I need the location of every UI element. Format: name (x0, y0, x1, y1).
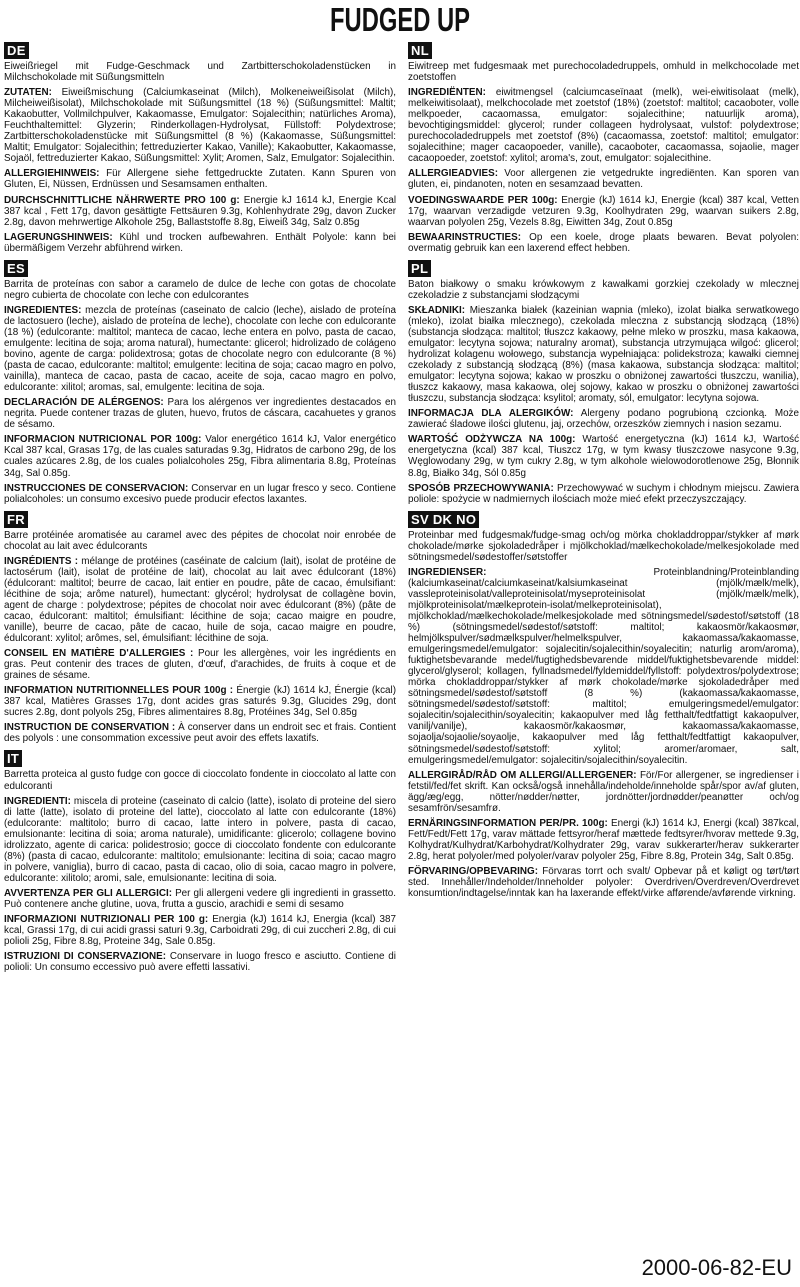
label-paragraph (408, 232, 799, 254)
label-paragraph (4, 232, 396, 254)
paragraph-text: Valor energético 1614 kJ, Valor energético Kcal 387 kcal, Grasas 17g, de las cuales saturadas 9.3g, Hidratos de carbono 29g, de los cuales azúcares 2.8g, de los cuales polialcoholes 25g, Fibra alimentaria 8.8g, Proteínas 34g, Sal 0.85g. (4, 434, 396, 479)
language-section (4, 509, 396, 745)
paragraph-text: À conserver dans un endroit sec et frais. Contient des polyols : une consommation excessive peut avoir des effets laxatifs. (4, 722, 397, 745)
language-section (4, 258, 396, 505)
paragraph-text: Para los alérgenos ver ingredientes destacados en negrita. Puede contener trazas de gluten, huevo, frutos de cáscara, cacahuetes y granos de sésamo. (4, 397, 396, 431)
label-paragraph (408, 408, 799, 430)
product-description (4, 279, 396, 301)
paragraph-text: Kühl und trocken aufbewahren. Enthält Polyole: kann bei übermäßigem Verzehr abführend wirken. (4, 231, 396, 254)
paragraph-text: Eiweißmischung (Calciumkaseinat (Milch), Molkeneiweißisolat (Milch), Milcheiweißisolat), Milchschokolade mit Süßungsmittel (18 %) (Süßungsmittel: Maltit; Kakaobutter, Vollmilchpulver, Kakaomasse, Emulgator: Sojalecithin; natürliches Aroma), Feuchthaltemittel: Glyzerin; Rinderkollagen-Hydrolysat, Füllstoff: Polydextrose; Zartbitterschokoladenstücke mit Süßungsmittel (8 %) (Kakaomasse, Süßungsmittel: Maltit; Emulgator: Sojalecithin; fettreduzierter Kakao, Vanille); Kakaobutter, Kakaomasse, Sojaöl, fettreduzierter Kakao, Süßungsmittel: Xylit; Aromen, Salz, Emulgator: Sojalecithin. (4, 87, 396, 165)
label-paragraph (4, 648, 396, 681)
paragraph-heading: INSTRUCTION DE CONSERVATION : (4, 722, 176, 734)
language-section (408, 509, 799, 900)
paragraph-text: Per gli allergeni vedere gli ingredienti in grassetto. Può contenere anche glutine, uova, frutta a guscio, arachidi e semi di sesamo (4, 887, 396, 910)
label-paragraph (4, 195, 396, 228)
paragraph-text: Barrita de proteínas con sabor a caramelo de dulce de leche con gotas de chocolate negro cubierta de chocolate con leche con edulcorantes (4, 278, 396, 301)
language-section (408, 258, 799, 505)
paragraph-heading: SPOSÓB PRZECHOWYWANIA: (408, 482, 554, 494)
paragraph-text: Voor allergenen zie vetgedrukte ingrediënten. Kan sporen van gluten, ei, pindanoten, noten en sesamzaad bevatten. (408, 168, 799, 191)
paragraph-heading: INFORMACION NUTRICIONAL POR 100g: (4, 434, 202, 446)
paragraph-heading: INGREDIËNTEN: (408, 87, 486, 99)
paragraph-heading: INFORMACJA DLA ALERGIKÓW: (408, 408, 574, 420)
label-paragraph (408, 866, 799, 899)
language-badge: SV DK NO (408, 511, 479, 528)
paragraph-heading: ERNÄRINGSINFORMATION PER/PR. 100g: (408, 817, 608, 829)
label-paragraph (4, 914, 396, 947)
paragraph-text: mezcla de proteínas (caseinato de calcio (leche), aislado de proteína de lactosuero (leche), aislado de proteína de leche), chocolate con leche con edulcorante (18 %) (edulcorante: maltitol; manteca de cacao, leche entera en polvo, pasta de cacao, emulgente: lecitina de soja; aroma natural), humectante: glicerol; hidrolizado de colágeno bovino, agente de carga: polidextrosa; gotas de chocolate negro con edulcorante (8 %) (pasta de cacao, edulcorante: maltitol; emulgente: lecitina de soja; cacao magro en polvo, vainilla), manteca de cacao, pasta de cacao, aceite de soja, cacao magro en polvo, edulcorante: xilitol; aromas, sal, emulgente: lecitina de soja. (4, 304, 396, 394)
paragraph-heading: DURCHSCHNITTLICHE NÄHRWERTE PRO 100 g: (4, 194, 240, 206)
language-badge: PL (408, 260, 431, 277)
paragraph-heading: ALLERGIRÅD/RÅD OM ALLERGI/ALLERGENER: (408, 769, 637, 781)
paragraph-text: mélange de protéines (caséinate de calcium (lait), isolat de protéine de lactosérum (lait), isolat de protéine de lait), chocolat au lait avec édulcorant (18%) (édulcorant: maltitol; beurre de cacao, lait entier en poudre, pâte de cacao, émulsifiant: lécithine de soja; arôme naturel), humectant: glycérol; hydrolysat de collagène bovin, agent de charge : polydextrose; pépites de chocolat noir avec édulcorant (8%) (pâte de cacao, édulcorant: maltitol; émulsifiant: lécithine de soja; cacao maigre en poudre, vanille), beurre de cacao, pâte de cacao, huile de soja, cacao maigre en poudre, édulcorant: xylitol; arômes, sel, émulsifiant: lécithine de soja. (4, 555, 396, 645)
paragraph-text: Eiweißriegel mit Fudge-Geschmack und Zartbitterschokoladenstücken in Milchschokolade mit Süßungsmitteln (4, 61, 396, 84)
language-badge: FR (4, 511, 28, 528)
language-badge: NL (408, 42, 432, 59)
paragraph-text: Conservare in luogo fresco e asciutto. Contiene di polioli: Un consumo eccessivo può avere effetti lassativi. (4, 951, 396, 974)
paragraph-heading: INFORMAZIONI NUTRIZIONALI PER 100 g: (4, 914, 209, 926)
paragraph-text: Op een koele, droge plaats bewaren. Bevat polyolen: overmatig gebruik kan een laxerend effect hebben. (408, 231, 799, 254)
product-description (408, 61, 799, 83)
label-paragraph (408, 195, 799, 228)
product-title: FUDGED UP (330, 1, 470, 38)
paragraph-text: Alergeny podano pogrubioną czcionką. Może zawierać śladowe ilości glutenu, jaj, orzechów, orzeszków ziemnych i nasion sezamu. (408, 408, 799, 431)
label-paragraph (4, 434, 396, 478)
label-paragraph (408, 305, 799, 404)
label-paragraph (4, 685, 396, 718)
paragraph-text: eiwitmengsel (calciumcaseïnaat (melk), wei-eiwitisolaat (melk), melkeiwitisolaat), melkchocolade met zoetstof (18%) (zoetstof: maltitol; cacaoboter, volle melkpoeder, cacaomassa, emulgator: sojalecithine; natuurlijk aroma), bevochtigingsmiddel: glycerol; runder collageen hydrolysaat, vulstof: polydextrose; purechocoladedruppels met zoetstof (8%) (cacaomassa, zoetstof: maltitol; emulgator: sojalecithine; mager cacaopoeder, vanille), cacaoboter, cacaomassa, sojaolie, mager cacaopoeder, zoetstof: xylitol; aroma's, zout, emulgator: sojalecithine. (408, 87, 799, 165)
paragraph-heading: VOEDINGSWAARDE PER 100g: (408, 194, 558, 206)
label-paragraph (408, 168, 799, 190)
paragraph-heading: LAGERUNGSHINWEIS: (4, 231, 113, 243)
product-description (408, 530, 799, 563)
paragraph-text: Energie (kJ) 1614 kJ, Energie (kcal) 387 kcal, Vetten 17g, waarvan verzadigde vetzuren 9.3g, Koolhydraten 29g, waarvan suikers 2.8g, waarvan polyolen 25g, Vezels 8.8g, Eiwitten 34g, Zout 0.85g (408, 194, 799, 228)
paragraph-heading: FÖRVARING/OPBEVARING: (408, 866, 539, 877)
paragraph-heading: INGREDIENTI: (4, 795, 71, 807)
paragraph-text: Pour les allergènes, voir les ingrédients en gras. Peut contenir des traces de gluten, d'œuf, d'arachides, de fruits à coque et de graines de sésame. (4, 648, 397, 682)
paragraph-text: Energie kJ 1614 kJ, Energie Kcal 387 kcal , Fett 17g, davon gesättigte Fettsäuren 9.3g, Kohlenhydrate 29g, davon Zucker 2.8g, davon mehrwertige Alkohole 25g, Ballaststoffe 8.8g, Eiweiß 34g, Salz 0.85g (4, 194, 397, 228)
label-paragraph (4, 168, 396, 190)
label-paragraph (408, 87, 799, 164)
paragraph-text: Énergie (kJ) 1614 kJ, Énergie (kcal) 387 kcal, Matières Grasses 17g, dont acides gras saturés 9.3g, Glucides 29g, dont sucres 2.8g, dont polyols 25g, Fibres alimentaires 8.8g, Protéines 34g, Sel 0.85g (4, 685, 396, 719)
paragraph-heading: ALLERGIEADVIES: (408, 168, 498, 180)
label-paragraph (4, 556, 396, 644)
paragraph-text: miscela di proteine (caseinato di calcio (latte), isolato di proteine del siero di latte (latte), isolato di proteine del latte), cioccolato al latte con edulcorante (18%) (edulcorante: maltitolo; burro di cacao, latte intero in polvere, pasta di cacao, emulsionante: lecitina di soia; aroma naturale), umidificante: glicerolo; collagene bovino idrolizzato, agente di carica: polidestrosio; gocce di cioccolato fondente con edulcorante (8%) (pasta di cacao, edulcorante: maltitolo; emulsionante: lecitina di soia; cacao magro in polvere, vaniglia), burro di cacao, pasta di cacao, olio di soia, cacao magro in polvere, edulcorante: xilitolo; aromi, sale, emulsionante: lecitina di soia. (4, 795, 396, 884)
paragraph-text: Für Allergene siehe fettgedruckte Zutaten. Kann Spuren von Gluten, Ei, Nüssen, Erdnüssen und Sesamsamen enthalten. (4, 168, 397, 191)
label-paragraph (4, 305, 396, 393)
label-paragraph (4, 796, 396, 884)
label-paragraph (4, 722, 396, 744)
paragraph-heading: BEWAARINSTRUCTIES: (408, 231, 522, 243)
paragraph-heading: INGRÉDIENTS : (4, 555, 79, 567)
paragraph-heading: INGREDIENSER: (408, 566, 487, 578)
language-badge: IT (4, 750, 22, 767)
product-code: 2000-06-82-EU (641, 1255, 792, 1280)
language-badge: ES (4, 260, 28, 277)
label-paragraph (408, 434, 799, 478)
label-paragraph (4, 87, 396, 164)
product-description (4, 530, 396, 552)
label-paragraph (4, 951, 396, 973)
paragraph-heading: ZUTATEN: (4, 87, 52, 99)
paragraph-text: Energia (kJ) 1614 kJ, Energia (kcal) 387 kcal, Grassi 17g, di cui acidi grassi saturi 9.3g, Carboidrati 29g, di cui zuccheri 2.8g, di cui polioli 25g, Fibre 8.8g, Proteine 34g, Sale 0.85g. (4, 914, 396, 948)
label-paragraph (4, 888, 396, 910)
paragraph-text: Conservar en un lugar fresco y seco. Contiene polialcoholes: un consumo excesivo puede producir efectos laxantes. (4, 482, 396, 505)
language-section (4, 748, 396, 973)
label-paragraph (408, 770, 799, 814)
paragraph-heading: INSTRUCCIONES DE CONSERVACION: (4, 482, 189, 494)
paragraph-heading: AVVERTENZA PER GLI ALLERGICI: (4, 887, 172, 899)
paragraph-heading: SKŁADNIKI: (408, 304, 466, 316)
paragraph-text: Eiwitreep met fudgesmaak met purechocoladedruppels, omhuld in melkchocolade met zoetstoffen (408, 61, 799, 84)
product-description (4, 769, 396, 791)
language-section (408, 40, 799, 254)
language-section (4, 40, 396, 254)
language-badge: DE (4, 42, 29, 59)
product-description (408, 279, 799, 301)
label-paragraph (4, 483, 396, 505)
label-paragraph (408, 818, 799, 862)
paragraph-heading: DECLARACIÓN DE ALÉRGENOS: (4, 397, 164, 409)
label-paragraph (408, 483, 799, 505)
left-column (4, 40, 396, 977)
paragraph-text: Proteinblandning/Proteinblanding (kalciumkaseinat/calciumkaseinat/kalsiumkaseinat (mjölk/mælk/melk), vassleproteinisolat/valleproteinisolat/myseproteinisolat (mjölk/mælk/melk), mjölkproteinisolat/mælkeprotein-isolat/melkeproteinisolat), mjölkchoklad/mælkechokolade/melkesjokolade med sötningsmedel/sødestof/søtstoff (18 %) (sötningsmedel/sødestof/søtstoff: maltitol; kakaosmör/kakaosmør, helmjölkspulver/sødmælkspulver/helmelkspulver, kakaomassa/kakaomasse, emulgeringsmedel/emulgator: sojalecitin/sojalecithin/soyalecitin; naturlig arom/aroma), fuktighetsbevarande medel/fugtighedsbevarende middel/fuktighetsbevarende middel: glycerol/glyserol; kollagen, fyllnadsmedel/fyldemiddel/fyllstoff: polydextros/polydextrose; mörka chokladdroppar/stykker af mørk chokolade/mørke sjokoladedråper med sötningsmedel/sødestof/søtstoff (8 %) (kakaomassa/kakaomasse, sötningsmedel/sødestof/søtstoff: maltitol; emulgeringsmedel/emulgator: sojalecitin/sojalecithin/soyalecitin; kakaopulver med låg fetthalt/fedtfattigt kakaopulver, vanilj/vanilje), kakaosmör/kakaosmør, kakaomassa/kakaomasse, sojaolja/sojaolie/soyaolje, kakaopulver med låg fetthalt/fedtfattigt kakaopulver, sötningsmedel/sødestof/søtstoff: xylitol; aromer/aromaer, salt, emulgeringsmedel/emulgator: sojalecitin/sojalecithin/soyalecitin. (408, 566, 799, 766)
paragraph-text: Wartość energetyczna (kJ) 1614 kJ, Wartość energetyczna (kcal) 387 kcal, Tłuszcz 17g, w tym kwasy tłuszczowe nasycone 9.3g, Węglowodany 29g, w tym cukry 2.8g, w tym alkohole wielowodorotlenowe 25g, Błonnik 8.8g, Białko 34g, Sól 0.85g (408, 434, 800, 479)
paragraph-text: Barre protéinée aromatisée au caramel avec des pépites de chocolat noir enrobée de chocolat au lait avec édulcorants (4, 529, 396, 552)
paragraph-text: Baton białkowy o smaku krówkowym z kawałkami gorzkiej czekolady w mlecznej czekoladzie z substancjami słodzącymi (408, 278, 799, 301)
product-description (4, 61, 396, 83)
paragraph-text: För/For allergener, se ingredienser i fetstil/fed/fet skrift. Kan också/også innehålla/indeholde/inneholde spår/spor av/af gluten, ägg/æg/egg, nötter/nødder/nøtter, jordnötter/jordnødder/peanøtter och/og sesamfrön/sesamfrø. (408, 769, 799, 814)
paragraph-heading: WARTOŚĆ ODŻYWCZA NA 100g: (408, 434, 576, 446)
label-paragraph (4, 397, 396, 430)
paragraph-text: Przechowywać w suchym i chłodnym miejscu. Zawiera poliole: spożycie w nadmiernych ilościach może mieć efekt przeczyszczający. (408, 482, 799, 505)
label-paragraph (408, 567, 799, 766)
paragraph-text: Barretta proteica al gusto fudge con gocce di cioccolato fondente in cioccolato al latte con edulcoranti (4, 769, 396, 792)
paragraph-text: Energi (kJ) 1614 kJ, Energi (kcal) 387kcal, Fett/Fedt/Fett 17g, varav mättade fettsyror/heraf mættede fedtsyrer/hvorav mettede 9.3g, Kolhydrat/Kulhydrat/Karbohydrat/Kolhydrater 29g, varav sukkerarter/herav sukkerarter 2.8g, herat polyoler/med polyoler/varav polyoler 25g, Fibre 8.8g, Protein 34g, Salt 0.85g. (408, 817, 799, 862)
paragraph-text: Mieszanka białek (kazeinian wapnia (mleko), izolat białka serwatkowego (mleko), izolat białka mlecznego), czekolada mleczna z substancją słodzącą (18%) (substancja słodząca: maltitol; tłuszcz kakaowy, pełne mleko w proszku, masa kakaowa, emulgator: lecytyna sojowa; naturalny aromat), substancja utrzymująca wilgoć: glicerol; hydrolizat kolagenu wołowego, substancja wypełniająca: polidekstroza; kawałki ciemnej czekolady z substancją słodzącą (8%) (masa kakaowa, substancja słodząca: maltitol; emulgator: lecytyna sojowa; kakao w proszku o obniżonej zawartości tłuszczu, wanilia), tłuszcz kakaowy, masa kakaowa, olej sojowy, kakao w proszku o obniżonej zawartości tłuszczu, substancja słodząca: ksylitol; aromaty, sól, emulgator: lecytyna sojowa. (408, 304, 799, 405)
paragraph-heading: CONSEIL EN MATIÈRE D'ALLERGIES : (4, 648, 194, 660)
paragraph-heading: INFORMATION NUTRITIONNELLES POUR 100g : (4, 685, 234, 697)
paragraph-heading: INGREDIENTES: (4, 304, 82, 316)
right-column (408, 40, 799, 903)
paragraph-heading: ISTRUZIONI DI CONSERVAZIONE: (4, 951, 167, 963)
paragraph-text: Förvaras torrt och svalt/ Opbevar på et køligt og tørt/tørt sted. Innehåller/Indeholder/Inneholder polyoler: Overdriven/Overdreven/Overdrevet konsumtion/indtagelse/inntak kan ha laxerande effekt/virke afførende/avførende virkning. (408, 866, 799, 900)
paragraph-text: Proteinbar med fudgesmak/fudge-smag och/og mörka chokladdroppar/stykker af mørk chokolade/mørke sjokoladedråper i mjölkchoklad/mælkechokolade/melkesjokolade med sötningsmedel/sødestoffer/søtstoffer (408, 529, 799, 563)
paragraph-heading: ALLERGIEHINWEIS: (4, 168, 100, 180)
